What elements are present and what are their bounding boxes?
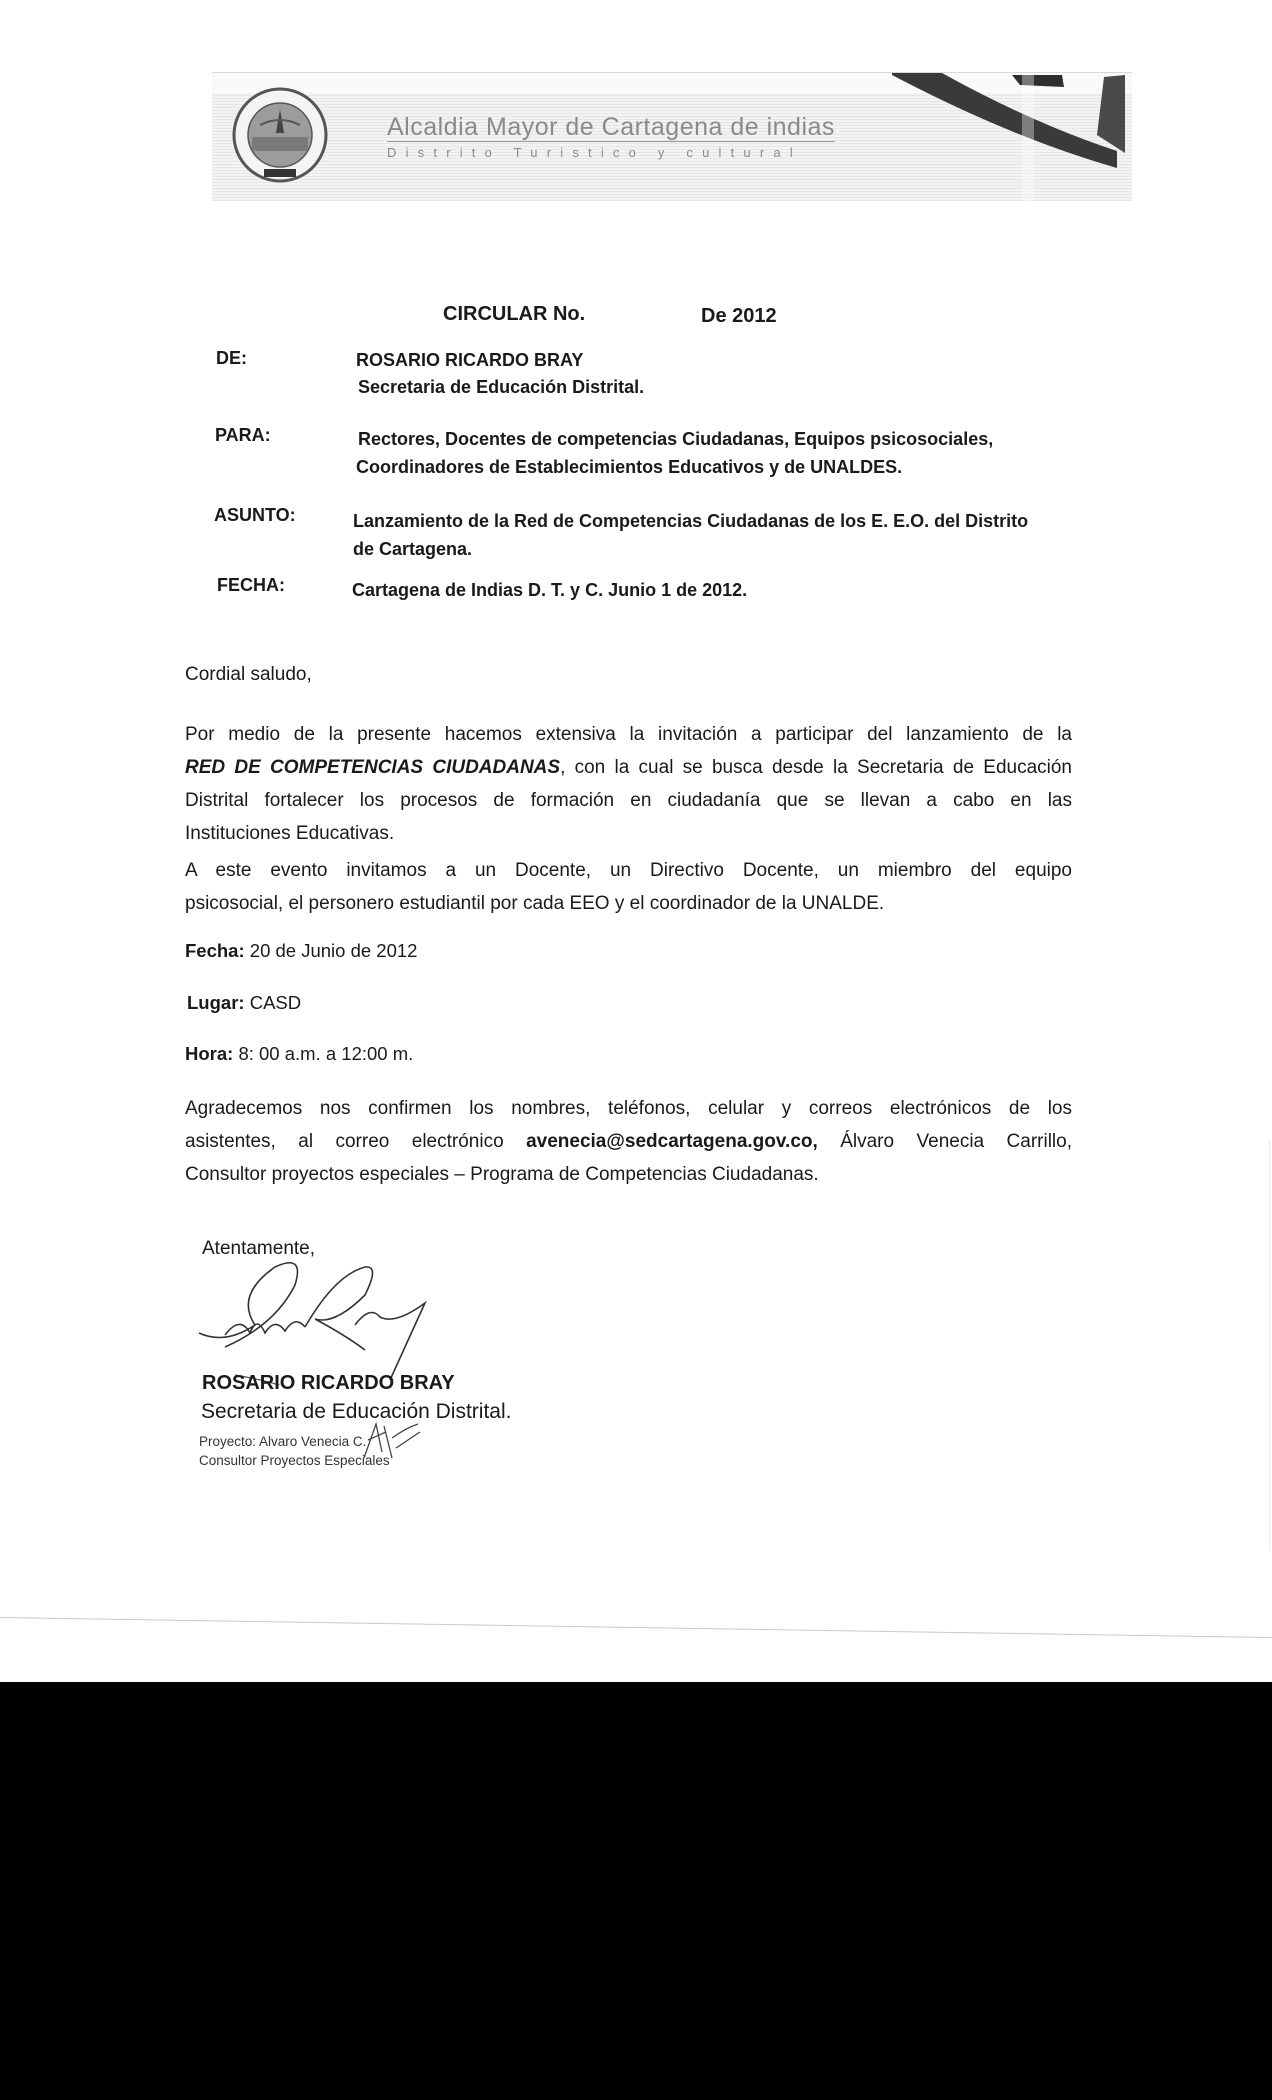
paragraph-confirmation <box>185 1092 1072 1191</box>
field-label-fecha: FECHA: <box>217 575 285 595</box>
letterhead-banner <box>212 72 1132 201</box>
paragraph-text: Álvaro Venecia Carrillo, <box>817 1131 1072 1152</box>
paragraph-invitees <box>185 854 1072 920</box>
paragraph-invitation <box>185 718 1072 850</box>
field-value-fecha: Cartagena de Indias D. T. y C. Junio 1 de 2012. <box>352 580 748 600</box>
closing-salutation: Atentamente, <box>202 1238 316 1259</box>
network-name-emphasis: RED DE COMPETENCIAS CIUDADANAS <box>185 757 561 778</box>
event-date <box>185 940 417 962</box>
scan-edge-line <box>0 1617 1272 1638</box>
paragraph-line: A este evento invitamos a un Docente, un Directivo Docente, un miembro del equipo <box>185 860 1072 881</box>
banner-decoration <box>892 73 1132 201</box>
field-value-para-line1: Rectores, Docentes de competencias Ciudadanas, Equipos psicosociales, <box>358 429 994 449</box>
paragraph-line: Consultor proyectos especiales – Programa de Competencias Ciudadanas. <box>185 1164 819 1185</box>
scan-right-edge <box>1269 1140 1270 1550</box>
paragraph-line: Agradecemos nos confirmen los nombres, teléfonos, celular y correos electrónicos de los <box>185 1098 1072 1119</box>
paragraph-line: Distrital fortalecer los procesos de formación en ciudadanía que se llevan a cabo en las <box>185 790 1072 811</box>
contact-email-link[interactable]: avenecia@sedcartagena.gov.co, <box>526 1131 818 1152</box>
field-value-de-line1: ROSARIO RICARDO BRAY <box>356 350 584 370</box>
circular-year: De 2012 <box>701 305 777 327</box>
event-date-value: 20 de Junio de 2012 <box>244 940 418 961</box>
paragraph-text: asistentes, al correo electrónico <box>185 1131 527 1152</box>
paragraph-text: , con la cual se busca desde la Secretaria de Educación <box>560 757 1072 778</box>
project-author-role: Consultor Proyectos Especiales <box>199 1453 390 1468</box>
event-time-label: Hora: <box>185 1043 234 1064</box>
project-author: Proyecto: Alvaro Venecia C. <box>199 1434 367 1449</box>
paragraph-line: Instituciones Educativas. <box>185 823 395 844</box>
paragraph-line: psicosocial, el personero estudiantil por cada EEO y el coordinador de la UNALDE. <box>185 893 885 914</box>
paragraph-line: Por medio de la presente hacemos extensiva la invitación a participar del lanzamiento de la <box>185 724 1072 745</box>
circular-title: CIRCULAR No. <box>443 303 586 325</box>
field-value-de-line2: Secretaria de Educación Distrital. <box>358 377 645 397</box>
field-value-asunto-line1: Lanzamiento de la Red de Competencias Ciudadanas de los E. E.O. del Distrito <box>353 511 1029 531</box>
field-label-para: PARA: <box>215 425 271 445</box>
field-value-asunto-line2: de Cartagena. <box>353 539 473 559</box>
event-place-label: Lugar: <box>187 992 245 1013</box>
city-seal-logo <box>230 85 330 185</box>
signer-title: Secretaria de Educación Distrital. <box>201 1400 512 1423</box>
event-date-label: Fecha: <box>185 940 245 961</box>
field-label-asunto: ASUNTO: <box>214 505 296 525</box>
field-label-de: DE: <box>216 348 247 368</box>
handwritten-signature <box>195 1255 455 1385</box>
event-time-value: 8: 00 a.m. a 12:00 m. <box>233 1043 414 1064</box>
handwritten-initials <box>356 1418 426 1468</box>
event-time <box>185 1043 413 1065</box>
paragraph-line <box>185 1125 1072 1158</box>
paragraph-line <box>185 751 1072 784</box>
signer-name: ROSARIO RICARDO BRAY <box>202 1372 455 1394</box>
greeting: Cordial saludo, <box>185 664 312 685</box>
field-value-para-line2: Coordinadores de Establecimientos Educativos y de UNALDES. <box>356 457 903 477</box>
institution-name: Alcaldia Mayor de Cartagena de indias <box>387 113 835 141</box>
event-place <box>187 992 301 1014</box>
institution-subtitle: Distrito Turistico y cultural <box>387 145 802 160</box>
event-place-value: CASD <box>244 992 302 1013</box>
